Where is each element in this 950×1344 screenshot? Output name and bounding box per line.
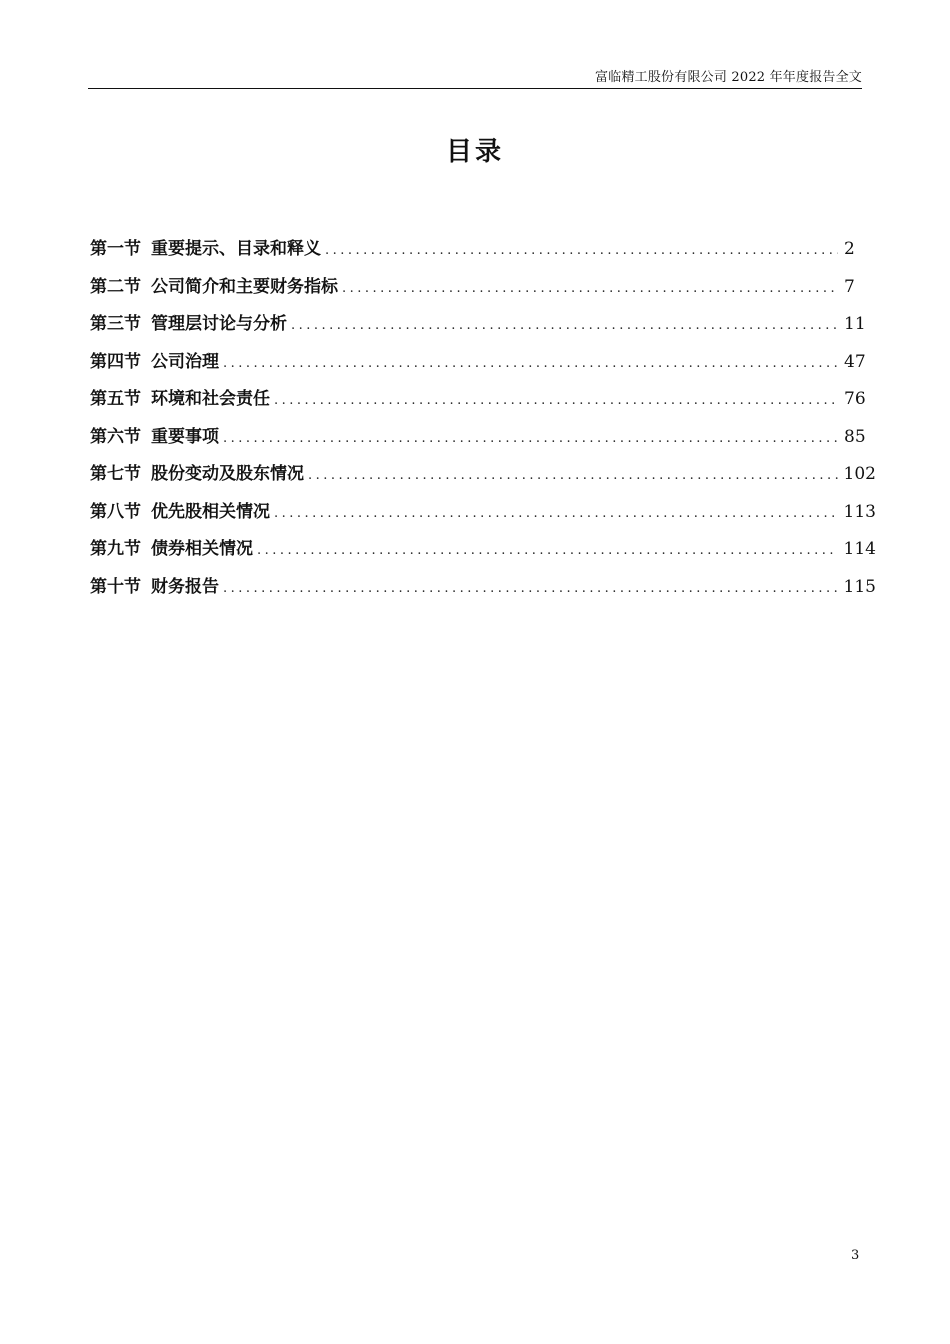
- toc-dot-leader: [223, 581, 838, 596]
- toc-page-number: 113: [843, 501, 876, 522]
- toc-dot-leader: [223, 431, 838, 446]
- toc-dot-leader: [342, 281, 838, 296]
- toc-dot-leader: [274, 393, 838, 408]
- toc-title: 股份变动及股东情况: [151, 464, 304, 484]
- toc-section-label: 第五节: [90, 389, 141, 409]
- toc-section-label: 第三节: [90, 314, 141, 334]
- toc-section-label: 第一节: [90, 239, 141, 259]
- toc-title: 重要事项: [151, 426, 219, 447]
- toc-page-number: 11: [844, 314, 866, 334]
- toc-title: 财务报告: [151, 576, 219, 597]
- footer-page-number: 3: [851, 1248, 860, 1263]
- toc-dot-leader: [308, 468, 838, 483]
- header-text: 富临精工股份有限公司 2022 年年度报告全文: [595, 70, 862, 85]
- toc-section-label: 第八节: [90, 501, 141, 522]
- toc-item-section-1[interactable]: [90, 234, 876, 272]
- toc-title: 环境和社会责任: [151, 389, 270, 409]
- toc-dot-leader: [325, 243, 838, 258]
- toc-section-label: 第四节: [90, 351, 141, 372]
- toc-item-section-3[interactable]: [90, 309, 876, 347]
- toc-dot-leader: [274, 506, 838, 521]
- toc-page-number: 76: [844, 389, 866, 409]
- toc-section-label: 第六节: [90, 426, 141, 447]
- toc-page-number: 2: [844, 239, 855, 259]
- toc-item-section-7[interactable]: [90, 459, 876, 497]
- toc-title: 公司治理: [151, 351, 219, 372]
- toc-section-label: 第七节: [90, 464, 141, 484]
- toc-page-number: 102: [843, 464, 876, 484]
- toc-title: 公司简介和主要财务指标: [151, 276, 338, 297]
- toc-section-label: 第九节: [90, 539, 141, 559]
- toc-page-number: 115: [843, 576, 876, 597]
- toc-title: 管理层讨论与分析: [151, 314, 287, 334]
- toc-page-number: 85: [844, 426, 866, 447]
- toc-item-section-4[interactable]: [90, 347, 876, 385]
- toc-dot-leader: [223, 356, 838, 371]
- toc-page-number: 7: [844, 276, 855, 297]
- toc-section-label: 第二节: [90, 276, 141, 297]
- header-divider: [88, 88, 862, 89]
- toc-section-label: 第十节: [90, 576, 141, 597]
- toc-title: 优先股相关情况: [151, 501, 270, 522]
- toc-dot-leader: [291, 318, 838, 333]
- table-of-contents: [90, 234, 876, 609]
- toc-title: 债券相关情况: [151, 539, 253, 559]
- toc-item-section-5[interactable]: [90, 384, 876, 422]
- toc-item-section-9[interactable]: [90, 534, 876, 572]
- page-title: 目录: [445, 137, 504, 167]
- toc-page-number: 114: [843, 539, 876, 559]
- toc-item-section-10[interactable]: [90, 572, 876, 610]
- toc-page-number: 47: [844, 351, 866, 372]
- toc-item-section-2[interactable]: [90, 272, 876, 310]
- toc-dot-leader: [257, 543, 838, 558]
- toc-title: 重要提示、目录和释义: [151, 239, 321, 259]
- toc-item-section-8[interactable]: [90, 497, 876, 535]
- toc-item-section-6[interactable]: [90, 422, 876, 460]
